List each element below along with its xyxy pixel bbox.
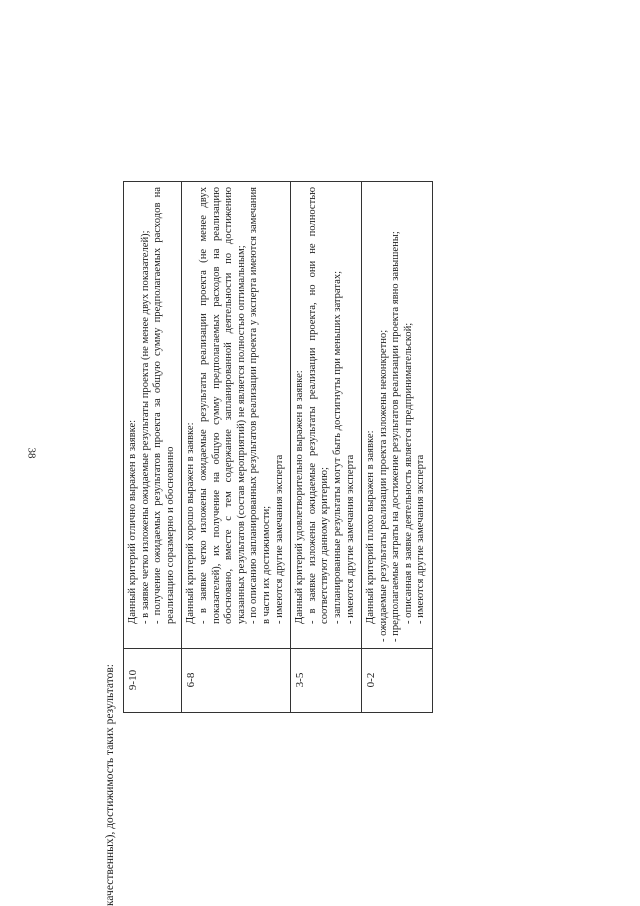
- description-line: - имеются другие замечания эксперта: [273, 454, 285, 624]
- description-cell: [362, 182, 433, 649]
- description-line: Данный критерий хорошо выражен в заявке:: [185, 422, 197, 624]
- description-line: Данный критерий отлично выражен в заявке:: [127, 419, 138, 624]
- score-cell: 6-8: [182, 649, 291, 713]
- description-line: - запланированные результаты могут быть достигнуты при меньших затратах;: [331, 270, 343, 624]
- score-cell: 0-2: [362, 649, 433, 713]
- description-cell: [182, 182, 291, 649]
- rotated-page-content: [103, 156, 573, 906]
- description-line: - описанная в заявке деятельность является предпринимательской;: [402, 322, 414, 624]
- description-line: Данный критерий удовлетворительно выражен в заявке:: [294, 370, 306, 624]
- score-cell: 9-10: [124, 649, 182, 713]
- description-line: - получение ожидаемых результатов проекта за общую сумму предполагаемых расходов на реализацию соразмерно и обоснованно: [152, 187, 176, 624]
- description-line: - в заявке четко изложены ожидаемые результаты реализации проекта (не менее двух показателей), их получение на общую сумму предполагаемых расходов на реализацию обосновано, вместе с тем содержание запланированной деятельности по достижению указанных результатов (состав мероприятий) не является полностью оптимальным;: [197, 187, 247, 624]
- table-row: [291, 182, 362, 713]
- intro-text: качественных), достижимость таких результатов:: [104, 664, 116, 906]
- description-line: - предполагаемые затраты на достижение результатов реализации проекта явно завышены;: [390, 231, 402, 642]
- description-line: - в заявке изложены ожидаемые результаты реализации проекта, но они не полностью соответствуют данному критерию;: [306, 187, 331, 624]
- description-line: - имеются другие замечания эксперта: [344, 454, 356, 624]
- table-row: [124, 182, 182, 713]
- description-line: - имеются другие замечания эксперта: [415, 454, 427, 624]
- description-cell: [291, 182, 362, 649]
- description-line: - ожидаемые результаты реализации проекта изложены неконкретно;: [377, 329, 389, 642]
- description-line: - по описанию запланированных результатов реализации проекта у эксперта имеются замечания в части их достижимости;: [248, 187, 272, 624]
- page-number: 38: [25, 447, 38, 459]
- table-row: [182, 182, 291, 713]
- description-cell: [124, 182, 182, 649]
- description-line: - в заявке четко изложены ожидаемые результаты проекта (не менее двух показателей);: [139, 230, 151, 624]
- description-line: Данный критерий плохо выражен в заявке:: [365, 430, 377, 624]
- criteria-table: [123, 181, 433, 713]
- score-cell: 3-5: [291, 649, 362, 713]
- table-row: [362, 182, 433, 713]
